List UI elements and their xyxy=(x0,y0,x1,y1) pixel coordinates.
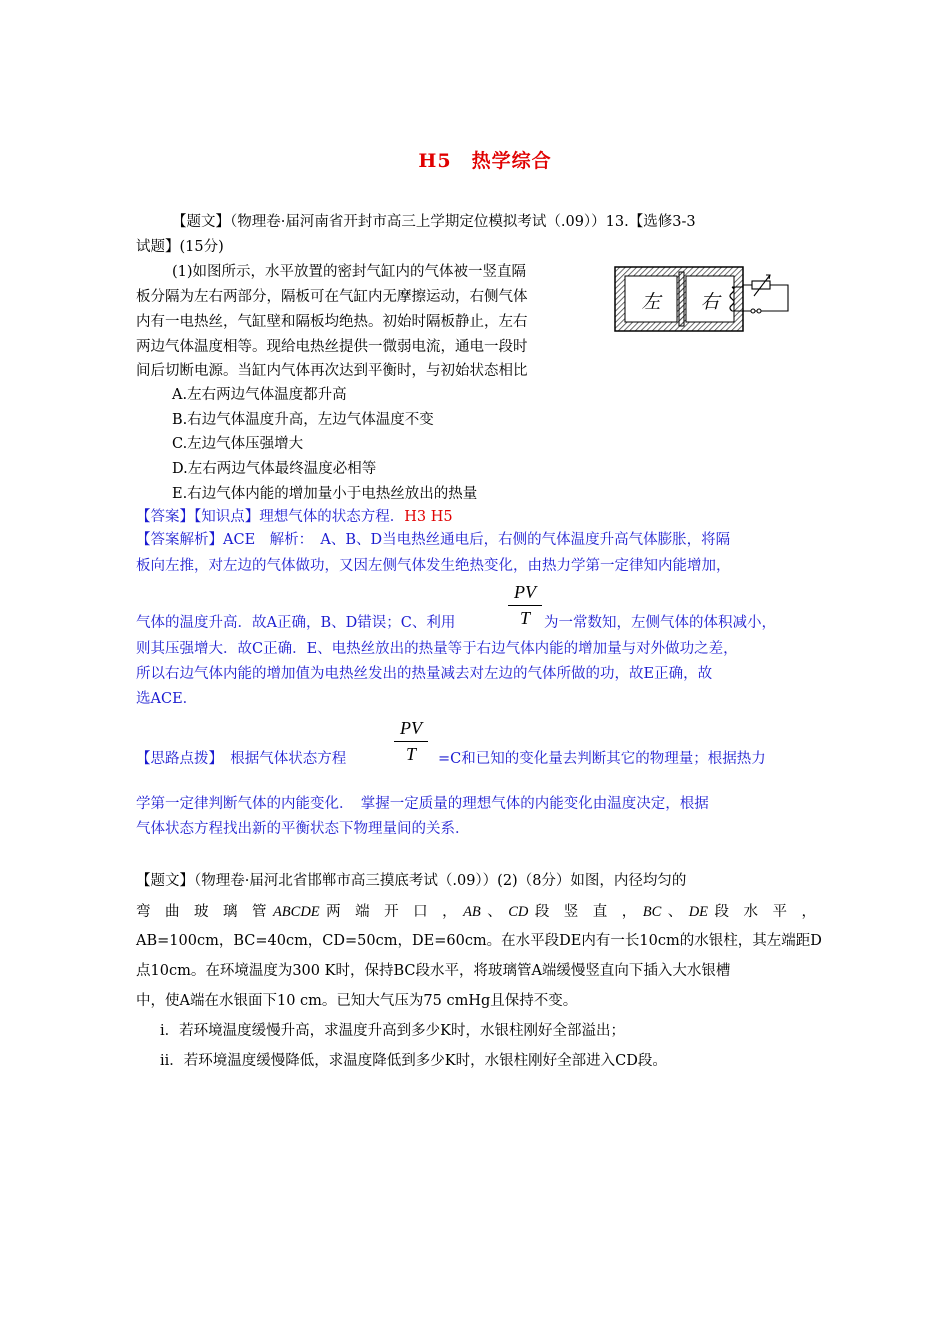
q1-option-b: B.右边气体温度升高，左边气体温度不变 xyxy=(172,412,434,428)
q1-analysis-line3a: 气体的温度升高．故A正确，B、D错误；C、利用 xyxy=(136,615,456,631)
q1-tip-tail: =C和已知的变化量去判断其它的物理量；根据热力 xyxy=(438,751,766,767)
q1-stem-line1: (1)如图所示，水平放置的密封气缸内的气体被一竖直隔 xyxy=(172,264,527,280)
fraction-denominator: T xyxy=(405,744,416,764)
q1-analysis-line6: 选ACE． xyxy=(136,691,198,707)
q1-answer xyxy=(136,507,453,527)
q1-stem-line2: 板分隔为左右两部分，隔板可在气缸内无摩擦运动，右侧气体 xyxy=(136,289,528,305)
q2-line2-part: 弯 曲 玻 璃 管 xyxy=(136,904,267,920)
q1-option-a: A.左右两边气体温度都升高 xyxy=(172,387,347,403)
q2-line1: 【题文】（物理卷·届河北省邯郸市高三摸底考试（.09））(2)（8分）如图，内径均匀的 xyxy=(136,873,687,889)
q2-line5: 中，使A端在水银面下10 cm。已知大气压为75 cmHg且保持不变。 xyxy=(136,993,578,1009)
q2-segment-de: DE xyxy=(688,904,709,920)
q1-analysis-line3b: 为一常数知，左侧气体的体积减小， xyxy=(544,615,776,631)
q2-line2-part: 段 竖 直 ， xyxy=(534,904,637,920)
q1-analysis-line1: 【答案解析】ACE 解析： A、B、D当电热丝通电后，右侧的气体温度升高气体膨胀，将隔 xyxy=(136,532,731,548)
q2-segment-bc: BC xyxy=(642,904,662,920)
q2-sub2: ii．若环境温度缓慢降低，求温度降低到多少K时，水银柱刚好全部进入CD段。 xyxy=(160,1053,667,1069)
q1-stem-line4: 两边气体温度相等。现给电热丝提供一微弱电流，通电一段时 xyxy=(136,339,528,355)
fraction-numerator: PV xyxy=(514,582,536,602)
q2-sub1: i．若环境温度缓慢升高，求温度升高到多少K时，水银柱刚好全部溢出； xyxy=(160,1023,625,1039)
pv-over-t-fraction-1 xyxy=(508,580,542,629)
q2-line2 xyxy=(136,902,816,922)
q1-option-e: E.右边气体内能的增加量小于电热丝放出的热量 xyxy=(172,486,478,502)
q1-tip-line2: 学第一定律判断气体的内能变化． 掌握一定质量的理想气体的内能变化由温度决定，根据 xyxy=(136,796,709,812)
partition xyxy=(679,272,684,326)
q1-option-d: D.左右两边气体最终温度必相等 xyxy=(172,461,377,477)
q2-line2-part: 、 xyxy=(667,904,683,920)
q1-option-c: C.左边气体压强增大 xyxy=(172,436,304,452)
q2-line2-part: 段 水 平 ， xyxy=(714,904,816,920)
q1-tip-line3: 气体状态方程找出新的平衡状态下物理量间的关系． xyxy=(136,821,470,837)
q1-analysis-line4: 则其压强增大．故C正确．E、电热丝放出的热量等于右边气体内能的增加量与对外做功之差， xyxy=(136,641,738,657)
q1-answer-tag: H3 H5 xyxy=(404,509,453,525)
q2-tube-name: ABCDE xyxy=(272,904,320,920)
cylinder-figure xyxy=(612,263,790,335)
left-chamber-label: 左 xyxy=(641,291,661,313)
q1-header-line1: 【题文】（物理卷·届河南省开封市高三上学期定位模拟考试（.09））13.【选修3-3 xyxy=(172,214,696,230)
q1-analysis-line5: 所以右边气体内能的增加值为电热丝发出的热量减去对左边的气体所做的功，故E正确，故 xyxy=(136,666,713,682)
q2-line2-part: 、 xyxy=(487,904,502,920)
q1-stem-line5: 间后切断电源。当缸内气体再次达到平衡时，与初始状态相比 xyxy=(136,363,528,379)
q2-line4: 点10cm。在环境温度为300 K时，保持BC段水平，将玻璃管A端缓慢竖直向下插入大水银槽 xyxy=(136,963,731,979)
q2-line3: AB=100cm，BC=40cm，CD=50cm，DE=60cm。在水平段DE内有一长10cm的水银柱，其左端距D xyxy=(136,933,822,949)
q1-answer-text: 【答案】【知识点】理想气体的状态方程． xyxy=(136,509,405,525)
q2-segment-ab: AB xyxy=(463,904,481,920)
pv-over-t-fraction-2 xyxy=(394,716,428,765)
rheostat-icon xyxy=(752,281,770,289)
fraction-denominator: T xyxy=(519,608,530,628)
q1-tip-head: 【思路点拨】 根据气体状态方程 xyxy=(136,751,347,767)
q2-line2-part: 两 端 开 口 ， xyxy=(326,904,457,920)
right-chamber-label: 右 xyxy=(700,291,720,313)
fraction-numerator: PV xyxy=(400,718,422,738)
q1-analysis-line2: 板向左推，对左边的气体做功，又因左侧气体发生绝热变化，由热力学第一定律知内能增加， xyxy=(136,558,731,574)
page-title: H5 热学综合 xyxy=(418,150,552,172)
q1-header-line2: 试题】(15分) xyxy=(136,239,224,255)
q2-segment-cd: CD xyxy=(508,904,529,920)
q1-stem-line3: 内有一电热丝，气缸壁和隔板均绝热。初始时隔板静止，左右 xyxy=(136,314,528,330)
